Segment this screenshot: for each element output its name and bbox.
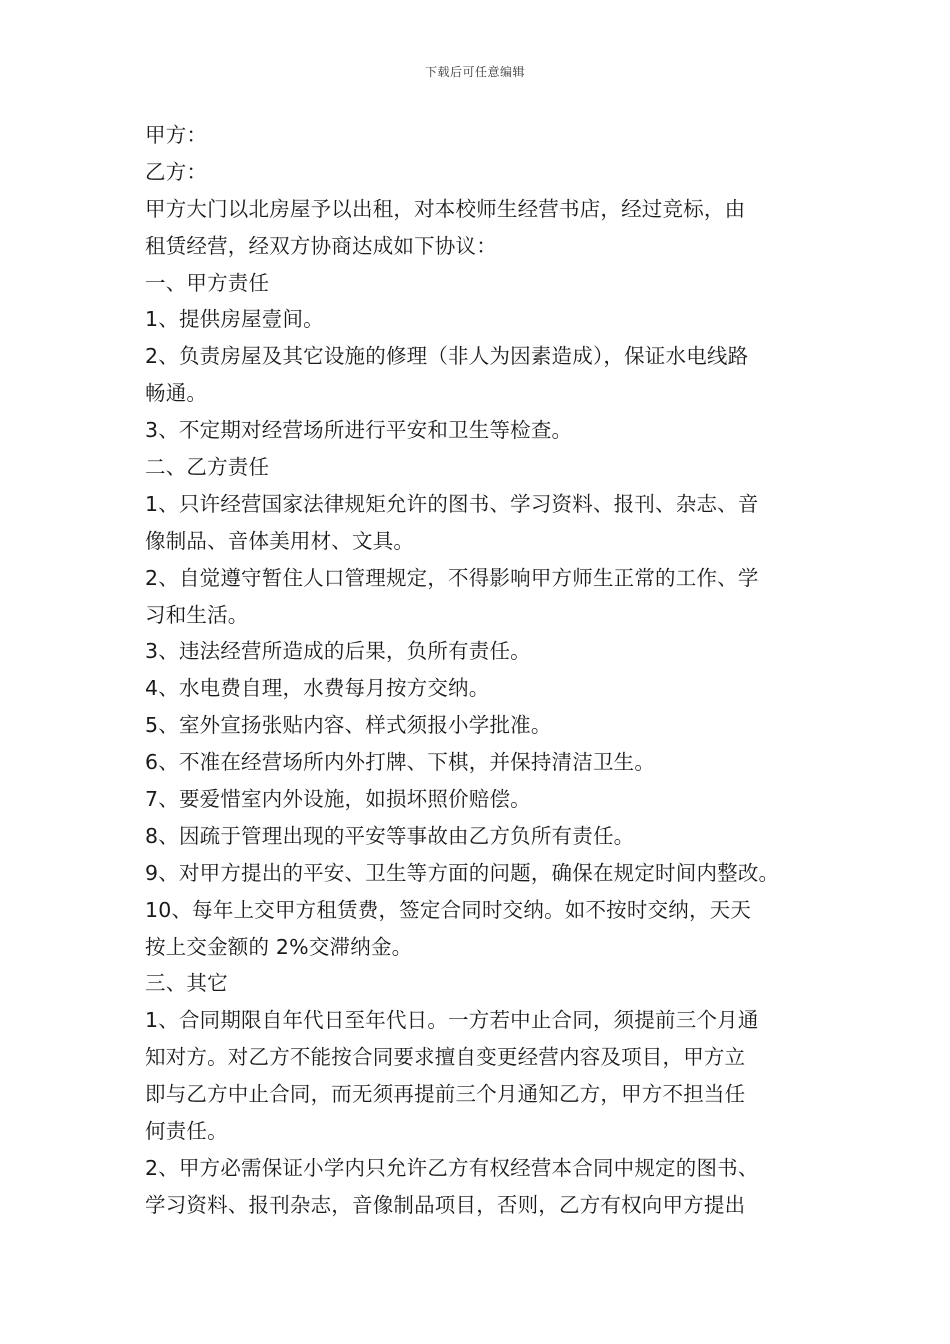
- text-line: 学习资料、报刊杂志，音像制品项目，否则，乙方有权向甲方提出: [145, 1192, 746, 1217]
- text-line: 2、自觉遵守暂住人口管理规定，不得影响甲方师生正常的工作、学: [145, 565, 759, 590]
- text-line: 1、提供房屋壹间。: [145, 307, 324, 332]
- text-line: 2、负责房屋及其它设施的修理（非人为因素造成），保证水电线路: [145, 344, 749, 369]
- section-heading: 二、乙方责任: [145, 455, 270, 480]
- document-body: [145, 117, 825, 1224]
- text-line: 习和生活。: [145, 602, 249, 627]
- text-line: 8、因疏于管理出现的平安等事故由乙方负所有责任。: [145, 823, 635, 848]
- text-line: 4、水电费自理，水费每月按方交纳。: [145, 676, 490, 701]
- text-line: 7、要爱惜室内外设施，如损坏照价赔偿。: [145, 787, 531, 812]
- page-header: 下载后可任意编辑: [424, 65, 525, 79]
- text-line: 3、违法经营所造成的后果，负所有责任。: [145, 639, 531, 664]
- text-line: 何责任。: [145, 1119, 228, 1144]
- text-line: 9、对甲方提出的平安、卫生等方面的问题，确保在规定时间内整改。: [145, 860, 780, 885]
- text-line: 5、室外宣扬张贴内容、样式须报小学批准。: [145, 713, 552, 738]
- section-heading: 三、其它: [145, 971, 228, 996]
- text-line: 租赁经营，经双方协商达成如下协议：: [145, 233, 497, 258]
- text-line: 10、每年上交甲方租赁费，签定合同时交纳。如不按时交纳，天天: [145, 897, 752, 922]
- text-line: 1、只许经营国家法律规矩允许的图书、学习资料、报刊、杂志、音: [145, 491, 759, 516]
- text-line: 甲方：: [145, 123, 208, 147]
- text-line: 即与乙方中止合同，而无须再提前三个月通知乙方，甲方不担当任: [145, 1082, 746, 1107]
- text-line: 乙方：: [145, 159, 208, 184]
- text-line: 像制品、音体美用材、文具。: [145, 528, 415, 553]
- text-line: 3、不定期对经营场所进行平安和卫生等检查。: [145, 418, 573, 443]
- section-heading: 一、甲方责任: [145, 270, 270, 295]
- text-line: 6、不准在经营场所内外打牌、下棋，并保持清洁卫生。: [145, 750, 656, 775]
- text-line: 甲方大门以北房屋予以出租，对本校师生经营书店，经过竞标，由: [145, 196, 746, 221]
- text-line: 按上交金额的 2%交滞纳金。: [145, 934, 413, 959]
- text-line: 知对方。对乙方不能按合同要求擅自变更经营内容及项目，甲方立: [145, 1045, 746, 1070]
- text-line: 1、合同期限自年代日至年代日。一方若中止合同，须提前三个月通: [145, 1008, 759, 1033]
- text-line: 畅通。: [145, 381, 208, 406]
- text-line: 2、甲方必需保证小学内只允许乙方有权经营本合同中规定的图书、: [145, 1155, 759, 1180]
